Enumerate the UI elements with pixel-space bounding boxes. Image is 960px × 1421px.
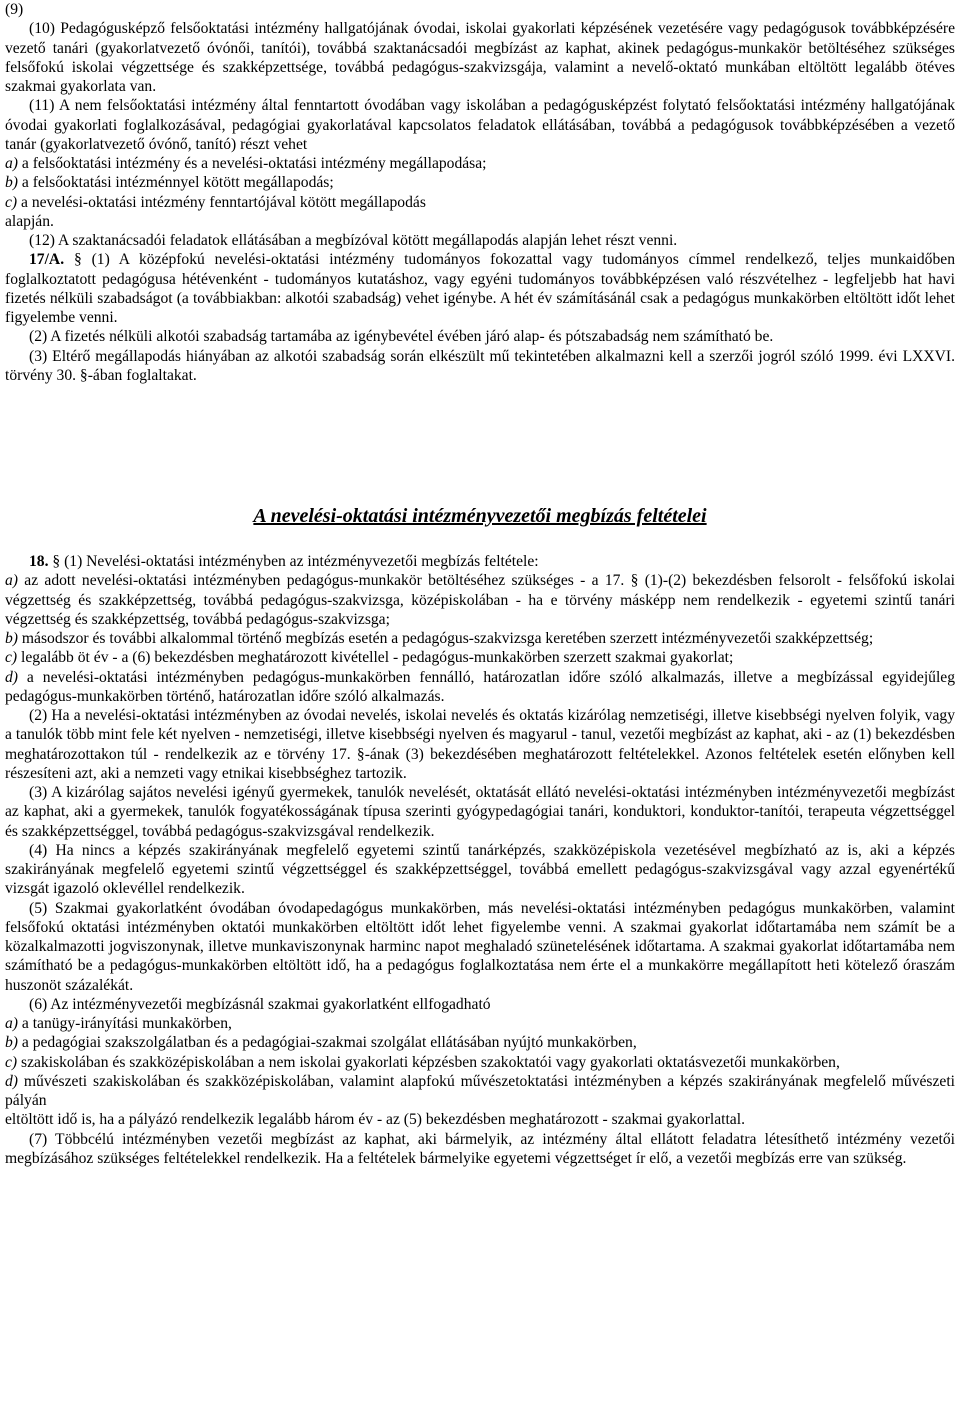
- section-top: [5, 0, 955, 385]
- list-label: a): [5, 1015, 18, 1032]
- list-text: a nevelési-oktatási intézmény fenntartójával kötött megállapodás: [17, 193, 426, 211]
- list-text: a tanügy-irányítási munkakörben,: [18, 1015, 232, 1032]
- list-item-6a: [5, 1014, 955, 1033]
- list-item-6c: [5, 1053, 955, 1072]
- list-item-18d: [5, 668, 955, 707]
- section-18-p1: [5, 552, 955, 571]
- section-heading: A nevelési-oktatási intézményvezetői megbízás feltételei: [253, 505, 707, 527]
- section-18-p6: (6) Az intézményvezetői megbízásnál szakmai gyakorlatként ellfogadható: [29, 995, 491, 1013]
- section-18-p3: (3) A kizárólag sajátos nevelési igényű gyermekek, tanulók nevelését, oktatását ellátó nevelési-oktatási intézményben intézményvezetői megbízást az kaphat, aki a gyermekek, tanulók fogyatékosságának típusa szerinti gyógypedagógiai tanári, konduktori, konduktor-tanítói, terapeuta végzettséggel és szakképzettséggel, továbbá pedagógus-szakvizsgával rendelkezik.: [5, 784, 955, 840]
- list-item-11c: [5, 193, 955, 212]
- list-text: az adott nevelési-oktatási intézményben pedagógus-munkakör betöltéséhez szükséges - a 17. § (1)-(2) bekezdésben felsorolt - felsőfokú iskolai végzettség és szakképzettség, továbbá pedagógus-szakvizsga, középiskolában - ha e törvény másképp nem rendelkezik - egyetemi szintű tanári végzettség és szakképzettség, továbbá pedagógus-szakvizsga;: [5, 572, 955, 628]
- section-17a-p2: (2) A fizetés nélküli alkotói szabadság tartamába az igénybevétel évében járó alap- és pótszabadság nem számítható be.: [29, 328, 774, 346]
- list-label: a): [5, 155, 18, 172]
- paragraph-10: (10) Pedagógusképző felsőoktatási intézmény hallgatójának óvodai, iskolai gyakorlati képzésének vezetésére vagy pedagógusok továbbképzésére vezető tanári (gyakorlatvezető óvónői, tanítói), továbbá szaktanácsadói megbízást az kaphat, akinek pedagógus-munkakör betöltéséhez szükséges felsőfokú iskolai végzettsége és szakképzettsége, továbbá pedagógus-szakvizsgája, valamint a nevelő-oktató munkában eltöltött legalább ötéves szakmai gyakorlata van.: [5, 20, 955, 95]
- section-18-p7: (7) Többcélú intézményben vezetői megbízást az kaphat, aki bármelyik, az intézmény által ellátott feladatra létesíthető intézmény vezetői megbízásához szükséges feltételekkel rendelkezik. Ha a feltételek bármelyike egyetemi végzettséget ír elő, a vezetői megbízás erre van szükség.: [5, 1130, 955, 1167]
- list-text: művészeti szakiskolában és szakközépiskolában, valamint alapfokú művészetoktatási intézményben a képzés szakirányának megfelelő művészeti pályán: [5, 1072, 955, 1109]
- list-label: c): [5, 1053, 18, 1071]
- list-label: c): [5, 649, 18, 667]
- section-number: 18.: [29, 553, 49, 570]
- section-18: [5, 552, 955, 1168]
- list-text: a pedagógiai szakszolgálatban és a pedagógiai-szakmai szolgálat ellátásában nyújtó munkakörben,: [18, 1034, 637, 1052]
- section-number: 17/A.: [29, 251, 65, 269]
- list-item-11b: [5, 173, 955, 192]
- list-text: szakiskolában és szakközépiskolában a nem iskolai gyakorlati képzésben szakoktatói vagy gyakorlati oktatásvezetői munkakörben,: [17, 1053, 840, 1071]
- list-text: a nevelési-oktatási intézményben pedagógus-munkakörben fennálló, határozatlan időre szóló alkalmazás, illetve a megbízással egyidejűleg pedagógus-munkakörben történő, határozatlan időre szóló alkalmazás.: [5, 668, 955, 705]
- list-label: a): [5, 572, 18, 590]
- list-label: b): [5, 1034, 18, 1052]
- list-text: másodszor és további alkalommal történő megbízás esetén a pedagógus-szakvizsga keretében szerzett intézményvezetői szakképzettség;: [18, 630, 874, 647]
- list-item-6b: [5, 1033, 955, 1052]
- list-item-18c: [5, 648, 955, 667]
- list-text: legalább öt év - a (6) bekezdésben meghatározott kivétellel - pedagógus-munkakörben szerzett szakmai gyakorlat;: [17, 649, 734, 667]
- section-text: § (1) A középfokú nevelési-oktatási intézmény tudományos fokozattal vagy tudományos címmel rendelkező, teljes munkaidőben foglalkoztatott pedagógusa hétévenként - tudományos kutatáshoz, vagy egyéni tudományos továbbképzésen való részvételhez - legfeljebb hat havi fizetés nélküli szabadságot (a továbbiakban: alkotói szabadság) vehet igénybe. A hét év számításánál csak a pedagógus munkakörben eltöltött időt lehet figyelembe venni.: [5, 251, 955, 326]
- list-label: d): [5, 1072, 18, 1090]
- section-18-p5: (5) Szakmai gyakorlatként óvodában óvodapedagógus munkakörben, más nevelési-oktatási intézményben pedagógus munkakörben, valamint felsőfokú oktatási intézményben oktatói munkakörben eltöltött időt lehet figyelembe venni. A szakmai gyakorlat időtartamába nem számít be a közalkalmazotti jogviszonynak, illetve munkaviszonynak harminc napot meghaladó szünetelésének időtartama. A szakmai gyakorlat időtartamába nem számítható be a pedagógus-munkakörben eltöltött idő, ha a pedagógus foglalkoztatása nem érte el a munkakörre megállapított heti kötelező óraszám huszonöt százalékát.: [5, 899, 955, 994]
- paragraph-9: (9): [5, 1, 24, 18]
- section-text: § (1) Nevelési-oktatási intézményben az intézményvezetői megbízás feltétele:: [48, 553, 539, 570]
- section-18-p2: (2) Ha a nevelési-oktatási intézményben az óvodai nevelés, iskolai nevelés és oktatás kizárólag nemzetiségi, illetve kisebbségi nyelven folyik, vagy a tanulók több mint fele két nyelven - nemzetiségi, illetve kisebbségi nyelven és magyarul - tanul, vezetői megbízást az kaphat, aki - az (1) bekezdésben meghatározottakon túl - rendelkezik az e törvény 17. §-ának (3) bekezdésében meghatározott feltételekkel. Azonos feltételek esetén előnyben kell részesíteni azt, aki a nemzeti vagy etnikai kisebbséghez tartozik.: [5, 707, 955, 782]
- paragraph-12: (12) A szaktanácsadói feladatok ellátásában a megbízóval kötött megállapodás alapján lehet részt venni.: [29, 232, 678, 249]
- list-text: a felsőoktatási intézmény és a nevelési-oktatási intézmény megállapodása;: [18, 155, 487, 172]
- list-label: d): [5, 668, 18, 686]
- paragraph-11-end: alapján.: [5, 212, 54, 230]
- list-text: a felsőoktatási intézménnyel kötött megállapodás;: [18, 174, 334, 192]
- paragraph-11: (11) A nem felsőoktatási intézmény által fenntartott óvodában vagy iskolában a pedagógusképzést folytató felsőoktatási intézmény hallgatójának óvodai gyakorlati foglalkozásával, pedagógiai gyakorlatával kapcsolatos feladatok ellátásában, továbbá a pedagógusok továbbképzésében a vezető tanár (gyakorlatvezető óvónő, tanító) részt vehet: [5, 97, 955, 153]
- list-label: b): [5, 630, 18, 647]
- list-item-11a: [5, 154, 955, 173]
- section-17a-p1: [5, 250, 955, 327]
- paragraph-6-end: eltöltött idő is, ha a pályázó rendelkezik legalább három év - az (5) bekezdésben meghatározott - szakmai gyakorlattal.: [5, 1111, 745, 1129]
- list-item-18a: [5, 571, 955, 629]
- list-item-18b: [5, 629, 955, 648]
- list-label: b): [5, 174, 18, 192]
- list-item-6d: [5, 1072, 955, 1111]
- list-label: c): [5, 193, 18, 211]
- section-18-p4: (4) Ha nincs a képzés szakirányának megfelelő egyetemi szintű tanárképzés, szakközépiskola vezetésével megbízható az is, aki a képzés szakirányának megfelelő egyetemi szintű végzettséggel és szakképzettséggel, továbbá emellett pedagógus-szakvizsgával vagy azzal egyenértékű vizsgát igazoló oklevéllel rendelkezik.: [5, 841, 955, 898]
- section-17a-p3: (3) Eltérő megállapodás hiányában az alkotói szabadság során elkészült mű tekintetében alkalmazni kell a szerzői jogról szóló 1999. évi LXXVI. törvény 30. §-ában foglaltakat.: [5, 347, 955, 384]
